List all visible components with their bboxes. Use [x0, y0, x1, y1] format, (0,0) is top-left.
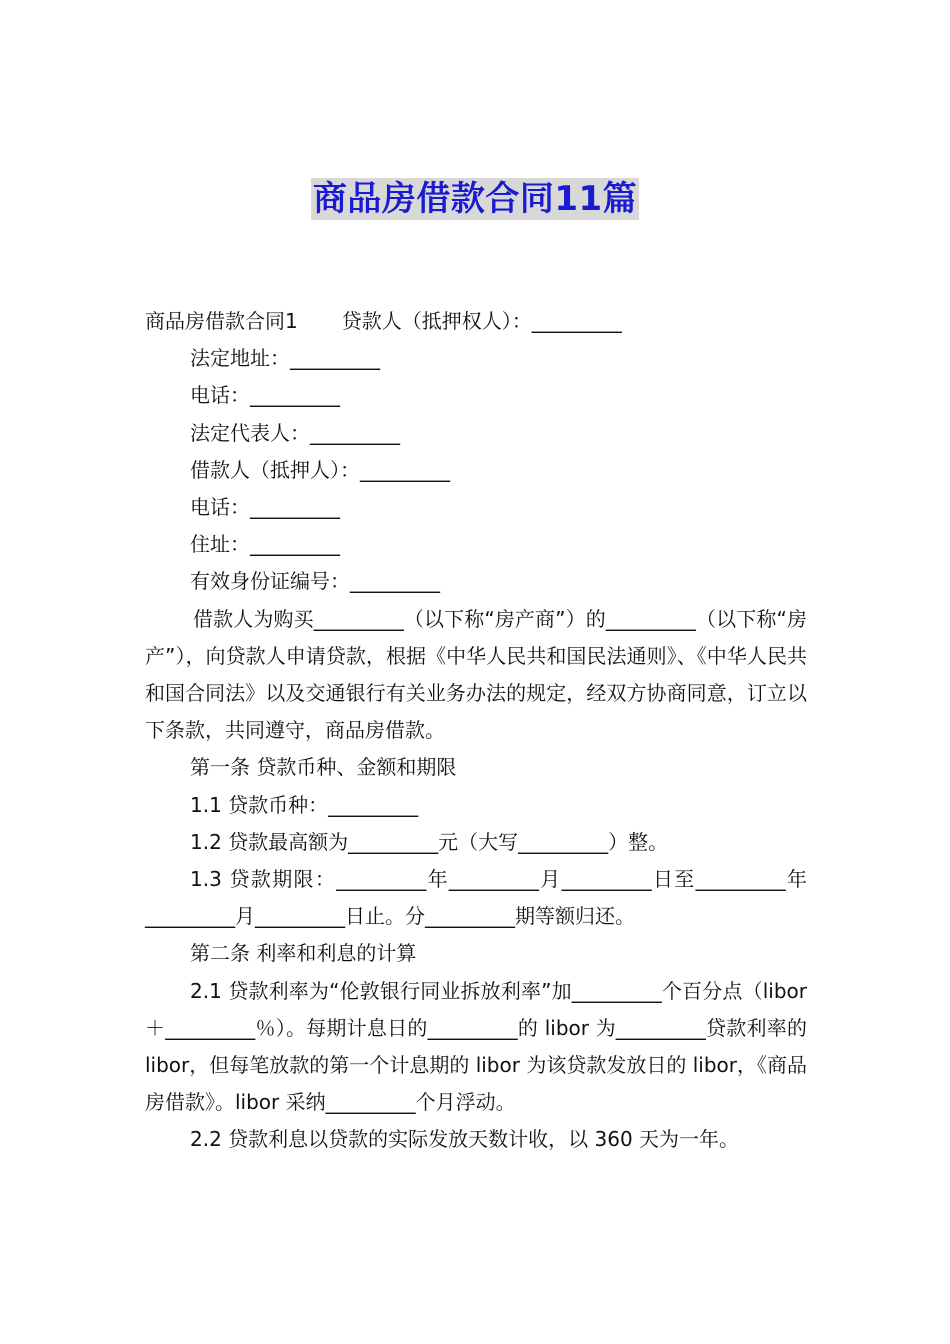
legal-address-field: 法定地址：_________: [190, 346, 380, 371]
clause-2-2: 2.2 贷款利息以贷款的实际发放天数计收，以 360 天为一年。: [190, 1127, 740, 1152]
article-2-heading: 第二条 利率和利息的计算: [190, 941, 417, 966]
borrower-phone-field: 电话：_________: [190, 495, 340, 520]
legal-rep-field: 法定代表人：_________: [190, 420, 400, 445]
id-number-field: 有效身份证编号：_________: [190, 569, 440, 594]
clause-1-3: 1.3 贷款期限：_________年_________月_________日至_________年_________月_________日止。分_________期等额归还。: [145, 867, 807, 929]
document-body: [145, 303, 807, 1159]
lender-phone-field: 电话：_________: [190, 383, 340, 408]
clause-1-1: 1.1 贷款币种：_________: [190, 792, 419, 817]
clause-1-2: 1.2 贷款最高额为_________元（大写_________）整。: [190, 829, 669, 854]
contract-number: 商品房借款合同1: [145, 309, 298, 333]
borrower-field: 借款人（抵押人）：_________: [190, 457, 450, 482]
document-title-wrap: [0, 178, 950, 220]
contract-header-line: [145, 303, 807, 340]
borrower-address-field: 住址：_________: [190, 532, 340, 557]
preamble-paragraph: 借款人为购买_________（以下称“房产商”）的_________（以下称“房产”），向贷款人申请贷款，根据《中华人民共和国民法通则》、《中华人民共和国合同法》以及交通银行有关业务办法的规定，经双方协商同意，订立以下条款，共同遵守，商品房借款。: [145, 606, 807, 743]
document-title: 商品房借款合同11篇: [312, 179, 638, 219]
article-1-heading: 第一条 贷款币种、金额和期限: [190, 755, 457, 780]
clause-2-1: 2.1 贷款利率为“伦敦银行同业拆放利率”加_________个百分点（libor＋_________％）。每期计息日的_________的 libor 为_________贷款利率的 libor，但每笔放款的第一个计息期的 libor 为该贷款发放日的 libor，《商品房借款》。libor 采纳_________个月浮动。: [145, 978, 807, 1115]
lender-field: 贷款人（抵押权人）：_________: [341, 309, 622, 333]
